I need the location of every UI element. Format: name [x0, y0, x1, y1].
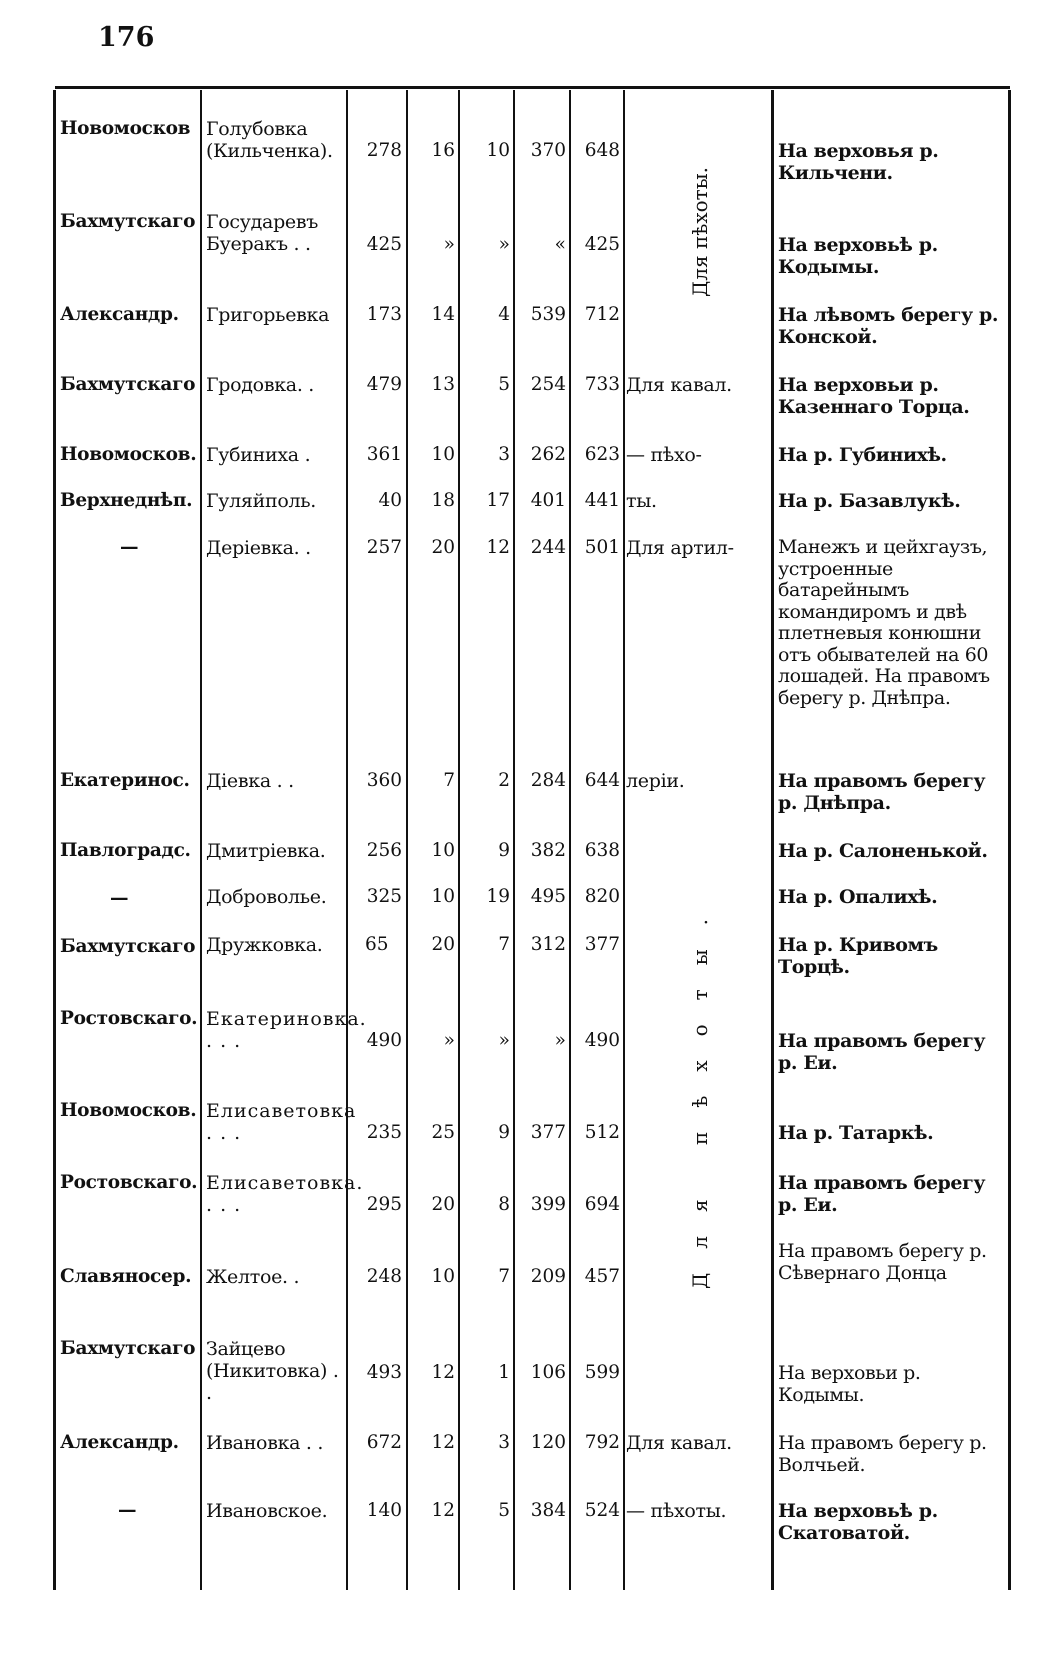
- value-cell: »: [443, 1030, 455, 1051]
- place-cell: Дружковка.: [206, 934, 323, 956]
- value-cell: 712: [584, 304, 620, 325]
- value-cell: 361: [366, 444, 402, 465]
- purpose-cell: ты.: [626, 490, 657, 512]
- place-cell: Губиниха .: [206, 444, 311, 466]
- value-cell: 25: [431, 1122, 455, 1143]
- value-cell: 7: [498, 1266, 510, 1287]
- vertical-purpose-label: Для пѣхоты.: [688, 167, 712, 297]
- note-cell: На р. Опалихѣ.: [778, 886, 938, 908]
- value-cell: 9: [498, 1122, 510, 1143]
- district-cell: Новомосков.: [60, 1100, 197, 1121]
- place-cell: Государевъ Буеракъ . .: [206, 211, 319, 255]
- place-cell: Дмитріевка.: [206, 840, 326, 862]
- value-cell: 244: [530, 537, 566, 558]
- table-left-border: [53, 90, 56, 1590]
- note-cell: На правомъ берегу р. Волчьей.: [778, 1432, 987, 1476]
- value-cell: 16: [431, 140, 455, 161]
- value-cell: 638: [584, 840, 620, 861]
- column-divider: [569, 90, 571, 1590]
- value-cell: »: [498, 1030, 510, 1051]
- value-cell: 3: [498, 1432, 510, 1453]
- district-cell: Ростовскаго.: [60, 1172, 198, 1193]
- value-cell: »: [498, 234, 510, 255]
- place-cell: Ивановка . .: [206, 1432, 324, 1454]
- value-cell: 10: [431, 840, 455, 861]
- purpose-cell: — пѣхоты.: [626, 1500, 727, 1522]
- value-cell: 173: [366, 304, 402, 325]
- value-cell: 501: [584, 537, 620, 558]
- value-cell: «: [554, 234, 566, 255]
- note-cell: На правомъ берегу р. Днѣпра.: [778, 770, 986, 814]
- value-cell: 278: [366, 140, 402, 161]
- place-cell: Григорьевка: [206, 304, 330, 326]
- value-cell: 623: [584, 444, 620, 465]
- value-cell: 370: [530, 140, 566, 161]
- value-cell: 20: [431, 1194, 455, 1215]
- district-cell: Славяносер.: [60, 1266, 192, 1287]
- table-top-rule: [55, 86, 1010, 89]
- column-divider: [458, 90, 460, 1590]
- place-cell: Елисаветовка . . .: [206, 1100, 357, 1144]
- value-cell: 493: [366, 1362, 402, 1383]
- value-cell: 512: [584, 1122, 620, 1143]
- column-divider: [200, 90, 202, 1590]
- district-cell: Александр.: [60, 304, 179, 325]
- place-cell: Екатериновка. . . .: [206, 1008, 367, 1052]
- purpose-cell: Для артил-: [626, 537, 734, 559]
- value-cell: 20: [431, 537, 455, 558]
- district-cell: Новомосков: [60, 118, 191, 139]
- value-cell: 40: [378, 490, 402, 511]
- district-cell: Бахмутскаго: [60, 936, 196, 957]
- column-divider: [513, 90, 515, 1590]
- value-cell: 325: [366, 886, 402, 907]
- value-cell: 284: [530, 770, 566, 791]
- value-cell: 256: [366, 840, 402, 861]
- value-cell: 2: [498, 770, 510, 791]
- value-cell: 820: [584, 886, 620, 907]
- value-cell: 401: [530, 490, 566, 511]
- column-divider: [771, 90, 774, 1590]
- note-cell: На верховьи р. Кодымы.: [778, 1362, 921, 1406]
- value-cell: 479: [366, 374, 402, 395]
- value-cell: 648: [584, 140, 620, 161]
- value-cell: 7: [498, 934, 510, 955]
- value-cell: 14: [431, 304, 455, 325]
- value-cell: 65: [365, 934, 389, 955]
- place-cell: Гуляйполь.: [206, 490, 317, 512]
- note-cell: На правомъ берегу р. Еи.: [778, 1172, 986, 1216]
- value-cell: 120: [530, 1432, 566, 1453]
- value-cell: 262: [530, 444, 566, 465]
- value-cell: 17: [486, 490, 510, 511]
- district-cell: Новомосков.: [60, 444, 197, 465]
- value-cell: 382: [530, 840, 566, 861]
- value-cell: 12: [431, 1500, 455, 1521]
- value-cell: 295: [366, 1194, 402, 1215]
- value-cell: 140: [366, 1500, 402, 1521]
- purpose-cell: — пѣхо-: [626, 444, 702, 466]
- value-cell: 257: [366, 537, 402, 558]
- value-cell: 490: [584, 1030, 620, 1051]
- value-cell: 10: [486, 140, 510, 161]
- place-cell: Діевка . .: [206, 770, 294, 792]
- note-cell: На правомъ берегу р. Еи.: [778, 1030, 986, 1074]
- value-cell: 13: [431, 374, 455, 395]
- page-number: 176: [98, 22, 155, 53]
- note-cell: На р. Губинихѣ.: [778, 444, 947, 466]
- note-cell: Манежъ и цейхгаузъ, устроенные батарейнымъ командиромъ и двѣ плетневыя конюшни отъ обывателей на 60 лошадей. На правомъ берегу р. Днѣпра.: [778, 536, 990, 709]
- note-cell: На р. Татаркѣ.: [778, 1122, 934, 1144]
- purpose-cell: леріи.: [626, 770, 685, 792]
- value-cell: 599: [584, 1362, 620, 1383]
- value-cell: 10: [431, 444, 455, 465]
- value-cell: 441: [584, 490, 620, 511]
- value-cell: 5: [498, 1500, 510, 1521]
- note-cell: На лѣвомъ берегу р. Конской.: [778, 304, 999, 348]
- district-cell: —: [110, 888, 129, 909]
- value-cell: 19: [486, 886, 510, 907]
- value-cell: 377: [584, 934, 620, 955]
- value-cell: 457: [584, 1266, 620, 1287]
- value-cell: 12: [486, 537, 510, 558]
- value-cell: 792: [584, 1432, 620, 1453]
- value-cell: 672: [366, 1432, 402, 1453]
- purpose-cell: Для кавал.: [626, 1432, 732, 1454]
- district-cell: —: [118, 1500, 137, 1521]
- value-cell: 694: [584, 1194, 620, 1215]
- district-cell: Бахмутскаго: [60, 374, 196, 395]
- value-cell: 248: [366, 1266, 402, 1287]
- value-cell: 490: [366, 1030, 402, 1051]
- value-cell: 7: [443, 770, 455, 791]
- value-cell: 5: [498, 374, 510, 395]
- place-cell: Елисаветовка. . . .: [206, 1172, 364, 1216]
- value-cell: 539: [530, 304, 566, 325]
- vertical-purpose-label: Для пѣхоты.: [688, 895, 712, 1289]
- district-cell: Бахмутскаго: [60, 1338, 196, 1359]
- place-cell: Зайцево (Никитовка) . .: [206, 1338, 339, 1404]
- place-cell: Голубовка (Кильченка).: [206, 118, 333, 162]
- note-cell: На р. Салоненькой.: [778, 840, 988, 862]
- value-cell: 8: [498, 1194, 510, 1215]
- value-cell: 524: [584, 1500, 620, 1521]
- place-cell: Желтое. .: [206, 1266, 300, 1288]
- district-cell: Бахмутскаго: [60, 211, 196, 232]
- value-cell: 495: [530, 886, 566, 907]
- value-cell: 377: [530, 1122, 566, 1143]
- place-cell: Доброволье.: [206, 886, 327, 908]
- value-cell: 254: [530, 374, 566, 395]
- note-cell: На р. Базавлукѣ.: [778, 490, 961, 512]
- place-cell: Ивановское.: [206, 1500, 328, 1522]
- value-cell: 360: [366, 770, 402, 791]
- note-cell: На верховьи р. Казеннаго Торца.: [778, 374, 970, 418]
- value-cell: 18: [431, 490, 455, 511]
- value-cell: 425: [584, 234, 620, 255]
- value-cell: 10: [431, 886, 455, 907]
- value-cell: 106: [530, 1362, 566, 1383]
- note-cell: На правомъ берегу р. Сѣвернаго Донца: [778, 1240, 987, 1284]
- note-cell: На р. Кривомъ Торцѣ.: [778, 934, 938, 978]
- value-cell: 1: [498, 1362, 510, 1383]
- district-cell: Александр.: [60, 1432, 179, 1453]
- value-cell: »: [443, 234, 455, 255]
- value-cell: 425: [366, 234, 402, 255]
- value-cell: 384: [530, 1500, 566, 1521]
- value-cell: 12: [431, 1432, 455, 1453]
- value-cell: 4: [498, 304, 510, 325]
- value-cell: 9: [498, 840, 510, 861]
- column-divider: [623, 90, 625, 1590]
- value-cell: 312: [530, 934, 566, 955]
- value-cell: 399: [530, 1194, 566, 1215]
- place-cell: Гродовка. .: [206, 374, 315, 396]
- place-cell: Деріевка. .: [206, 537, 311, 559]
- table-right-border: [1008, 90, 1011, 1590]
- value-cell: 3: [498, 444, 510, 465]
- district-cell: —: [120, 537, 139, 558]
- note-cell: На верховья р. Кильчени.: [778, 140, 939, 184]
- district-cell: Павлоградс.: [60, 840, 191, 861]
- value-cell: 235: [366, 1122, 402, 1143]
- value-cell: 12: [431, 1362, 455, 1383]
- note-cell: На верховьѣ р. Скатоватой.: [778, 1500, 938, 1544]
- value-cell: 209: [530, 1266, 566, 1287]
- value-cell: 10: [431, 1266, 455, 1287]
- district-cell: Ростовскаго.: [60, 1008, 198, 1029]
- district-cell: Екатеринос.: [60, 770, 190, 791]
- district-cell: Верхнеднѣп.: [60, 490, 193, 511]
- note-cell: На верховьѣ р. Кодымы.: [778, 234, 938, 278]
- value-cell: 20: [431, 934, 455, 955]
- value-cell: »: [554, 1030, 566, 1051]
- value-cell: 644: [584, 770, 620, 791]
- purpose-cell: Для кавал.: [626, 374, 732, 396]
- value-cell: 733: [584, 374, 620, 395]
